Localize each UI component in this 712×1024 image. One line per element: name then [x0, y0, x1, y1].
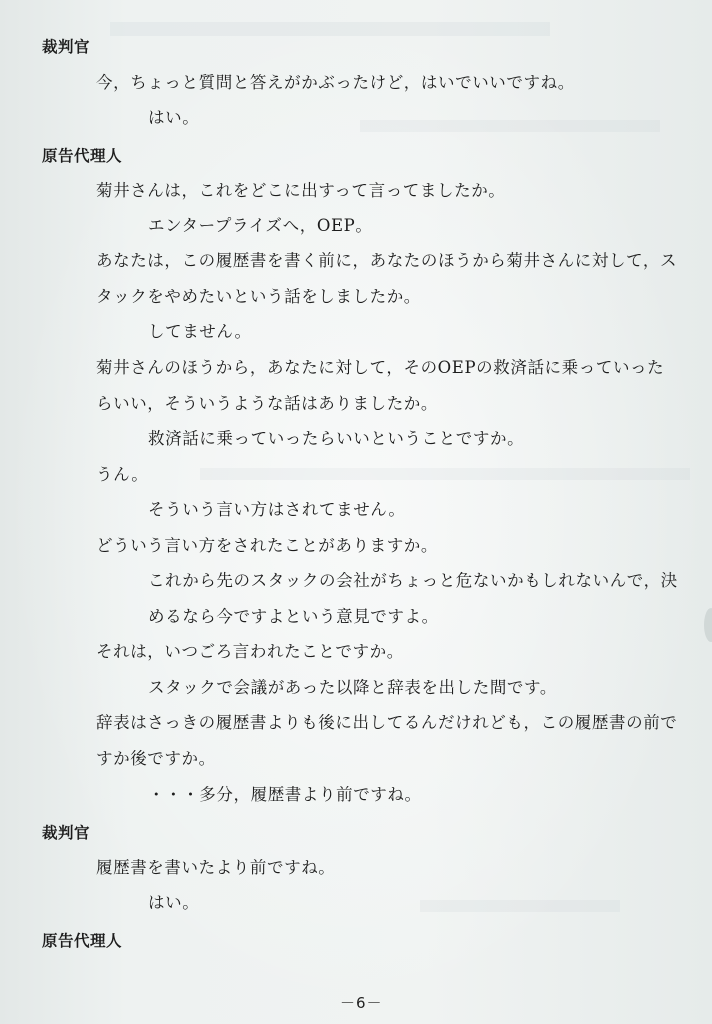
transcript-line: はい。: [148, 893, 200, 912]
transcript-line: スタックで会議があった以降と辞表を出した間です。: [148, 678, 557, 697]
transcript-line: めるなら今ですよという意見ですよ。: [148, 607, 439, 626]
transcript-line: そういう言い方はされてません。: [148, 500, 406, 519]
transcript-line: してません。: [148, 322, 252, 341]
page-number: －6－: [340, 994, 383, 1012]
transcript-line: エンタープライズへ，OEP。: [148, 216, 373, 235]
show-through-shadow: [360, 120, 660, 132]
transcript-line: 履歴書を書いたより前ですね。: [96, 858, 336, 877]
transcript-line: ・・・多分，履歴書より前ですね。: [148, 785, 422, 804]
speaker-label-judge: 裁判官: [42, 824, 91, 842]
transcript-line: はい。: [148, 108, 200, 127]
show-through-shadow: [420, 900, 620, 912]
transcript-line: 救済話に乗っていったらいいということですか。: [148, 429, 525, 448]
transcript-line: 菊井さんのほうから，あなたに対して，そのOEPの救済話に乗っていった: [96, 358, 665, 377]
transcript-line: 今，ちょっと質問と答えがかぶったけど，はいでいいですね。: [96, 73, 575, 92]
transcript-line: すか後ですか。: [96, 749, 216, 768]
transcript-line: どういう言い方をされたことがありますか。: [96, 536, 438, 555]
transcript-line: 菊井さんは，これをどこに出すって言ってましたか。: [96, 181, 506, 200]
transcript-line: タックをやめたいという話をしましたか。: [96, 287, 421, 306]
transcript-line: あなたは，この履歴書を書く前に，あなたのほうから菊井さんに対して，ス: [96, 251, 678, 270]
transcript-line: これから先のスタックの会社がちょっと危ないかもしれないんで，決: [148, 571, 678, 590]
speaker-label-plaintiff-attorney: 原告代理人: [42, 932, 123, 950]
transcript-line: それは，いつごろ言われたことですか。: [96, 642, 404, 661]
speaker-label-plaintiff-attorney: 原告代理人: [42, 147, 123, 165]
punch-hole: [704, 608, 712, 642]
show-through-shadow: [200, 468, 690, 480]
show-through-shadow: [110, 22, 550, 36]
transcript-line: うん。: [96, 465, 149, 484]
transcript-line: らいい，そういうような話はありましたか。: [96, 394, 438, 413]
speaker-label-judge: 裁判官: [42, 38, 91, 56]
transcript-line: 辞表はさっきの履歴書よりも後に出してるんだけれども，この履歴書の前で: [96, 713, 678, 732]
